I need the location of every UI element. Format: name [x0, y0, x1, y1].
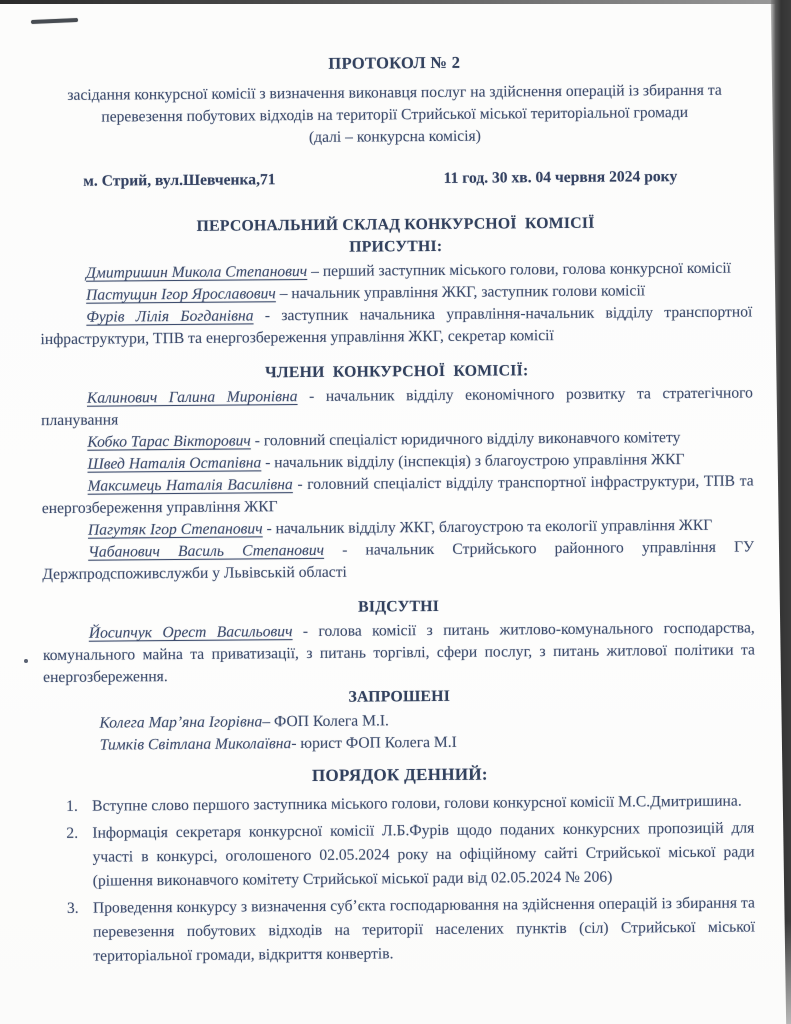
person-role: - головний спеціаліст юридичного відділу виконавчого комітету	[250, 429, 681, 450]
member-person	[42, 536, 754, 586]
person-name: Йосипчук Орест Васильович	[88, 623, 293, 642]
agenda-heading: ПОРЯДОК ДЕННИЙ:	[311, 764, 488, 785]
person-name: Дмитришин Микола Степанович	[85, 262, 308, 282]
person-name: Пагутяк Ігор Степанович	[87, 520, 263, 539]
person-name: Чабанович Василь Степанович	[88, 541, 325, 561]
person-role: - голова комісії з питань житлово-комунального господарства, комунального майна та приватизації, з питань торгівлі, сфери послуг, з питань житлової політики та енергозбереження.	[42, 619, 756, 687]
person-role: – перший заступник міського голови, голова конкурсної комісії	[307, 259, 732, 280]
agenda-item-number: 3.	[66, 899, 79, 917]
invited-heading: ЗАПРОШЕНІ	[348, 687, 451, 706]
agenda-item-text: Проведення конкурсу з визначення суб’єкта господарювання на здійснення операцій із збирання та перевезення побутових відходів на території населених пунктів (сіл) Стрийської міської територіальної громади, відкриття конвертів.	[92, 894, 756, 965]
person-role: - начальник відділу економічного розвитку та стратегічного планування	[41, 384, 753, 430]
person-role: - начальник відділу (інспекція) з благоустрою управління ЖКГ	[261, 451, 685, 472]
invited-person	[44, 729, 756, 757]
person-name: Швед Наталія Остапівна	[87, 454, 262, 473]
meeting-datetime: 11 год. 30 хв. 04 червня 2024 року	[443, 168, 678, 187]
person-name: Тимків Світлана Миколаївна	[99, 735, 292, 754]
agenda-item	[44, 816, 757, 894]
person-name: Калинович Галина Миронівна	[86, 388, 298, 407]
present-heading: ПРИСУТНІ:	[349, 237, 443, 256]
meeting-place: м. Стрий, вул.Шевченка,71	[83, 171, 276, 190]
person-name: Максимець Наталія Василівна	[87, 476, 293, 495]
member-person	[42, 470, 754, 520]
person-name: Фурів Лілія Богданівна	[86, 307, 254, 326]
document-content	[38, 49, 757, 972]
agenda-item	[44, 789, 756, 819]
person-role: - начальник відділу ЖКГ, благоустрою та екології управління ЖКГ	[262, 516, 713, 538]
person-role: – начальник управління ЖКГ, заступник голови комісії	[275, 282, 646, 303]
person-name: Колега Мар’яна Ігорівна	[99, 713, 263, 732]
agenda-item-text: Вступне слово першого заступника міського голови, голови конкурсної комісії М.С.Дмитришина.	[92, 792, 742, 815]
composition-heading: ПЕРСОНАЛЬНИЙ СКЛАД КОНКУРСНОЇ КОМІСІЇ	[196, 214, 595, 235]
person-role: - головний спеціаліст відділу транспортної інфраструктури, ТПВ та енергозбереження управління ЖКГ	[41, 472, 754, 518]
present-person	[40, 301, 752, 351]
person-affiliation: – ФОП Колега М.І.	[262, 712, 389, 731]
place-date-row	[39, 165, 751, 193]
document-subtitle-note: (далі – конкурсна комісія)	[308, 127, 481, 146]
member-person	[41, 382, 753, 432]
scan-mark-dot	[24, 659, 28, 663]
agenda-item-text: Інформація секретаря конкурсної комісії Л.Б.Фурів щодо поданих конкурсних пропозицій для участі в конкурсі, оголошеного 02.05.2024 року на офіційному сайті Стрийської міської ради (рішення виконавчого комітету Стрийської міської ради від 02.05.2024 № 206)	[92, 819, 755, 890]
absent-person	[43, 617, 755, 689]
document-title: ПРОТОКОЛ № 2	[328, 52, 461, 73]
scan-edge-top	[0, 0, 791, 4]
person-affiliation: - юрист ФОП Колега М.І	[291, 733, 457, 753]
person-name: Пастущин Ігор Ярославович	[86, 285, 276, 304]
agenda-item-number: 2.	[66, 824, 79, 842]
document-subtitle: засідання конкурсної комісії з визначення виконавця послуг на здійснення операцій із збирання та перевезення побутових відходів на території Стрийської міської територіальної громади	[67, 81, 722, 126]
agenda-item	[45, 891, 758, 969]
person-name: Кобко Тарас Вікторович	[87, 432, 251, 451]
scan-mark-dash	[31, 18, 78, 24]
person-role: - заступник начальника управління-начальник відділу транспортної інфраструктури, ТПВ та енергозбереження управління ЖКГ, секретар комісії	[40, 303, 753, 349]
scan-band-right	[769, 0, 791, 1024]
agenda-item-number: 1.	[66, 797, 78, 815]
person-role: - начальник Стрийського районного управління ГУ Держпродспоживслужби у Львівській області	[42, 538, 755, 584]
members-heading: ЧЛЕНИ КОНКУРСНОЇ КОМІСІЇ:	[264, 362, 529, 382]
absent-heading: ВІДСУТНІ	[358, 597, 440, 616]
